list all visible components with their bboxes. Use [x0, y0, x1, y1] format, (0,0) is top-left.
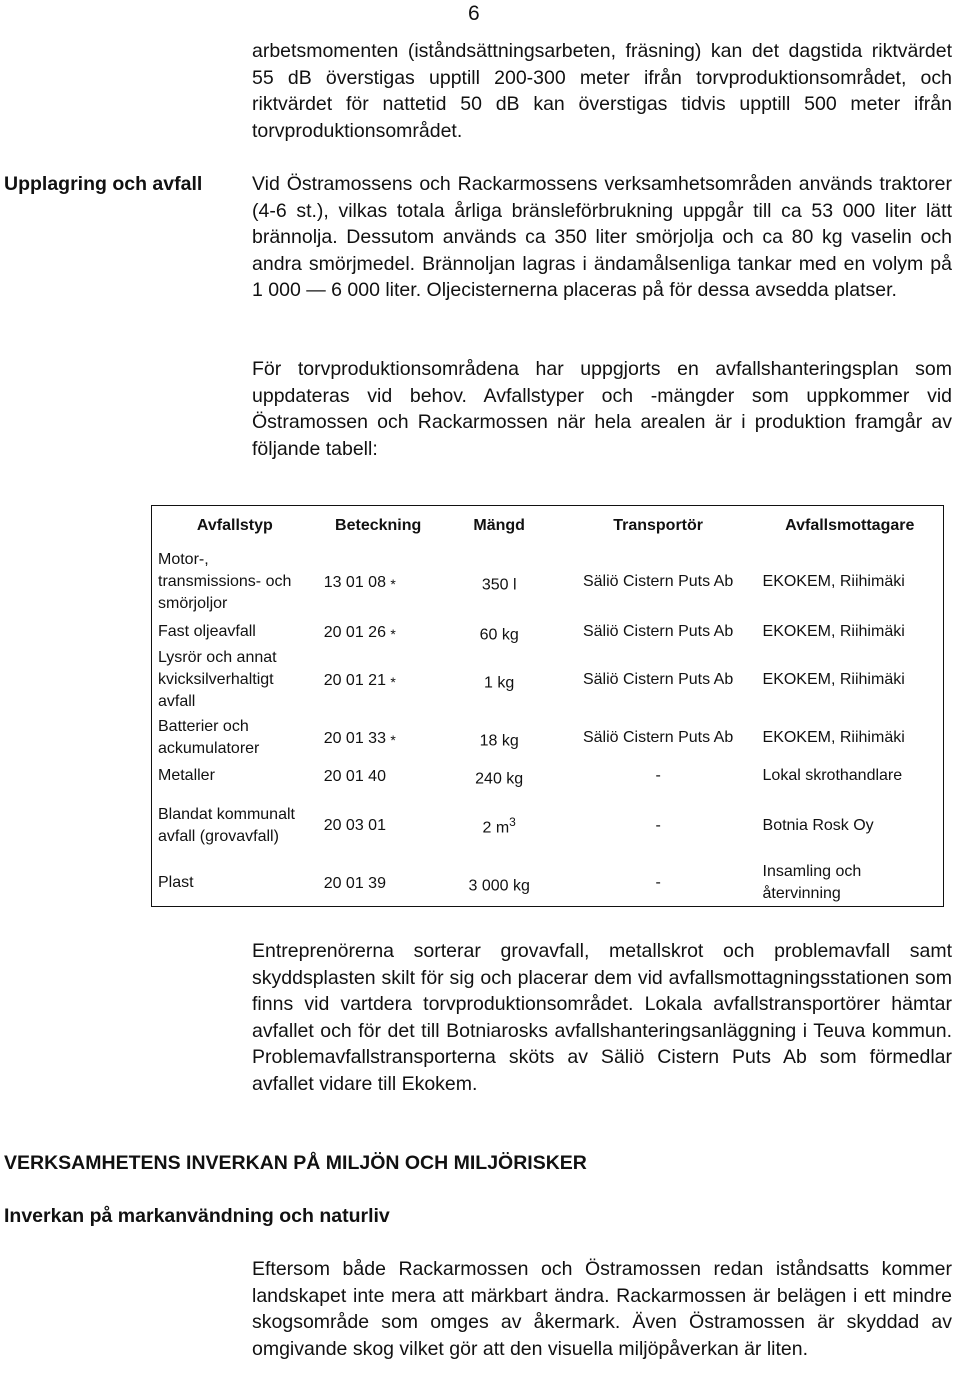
header-avfallsmottagare: Avfallsmottagare — [785, 517, 915, 534]
cell-transporter: Säliö Cistern Puts Ab — [582, 623, 734, 641]
table-row — [152, 618, 944, 646]
cell-code: 20 03 01 — [323, 817, 386, 835]
storage-paragraph: Vid Östramossens och Rackarmossens verksamhetsområden används traktorer (4-6 st.), vilkas totala årliga bränsleförbrukning uppgår till ca 53 000 liter lätt brännolja. Dessutom används ca 350 liter smörjolja och ca 80 kg vaselin och andra smörjmedel. Brännoljan lagras i ändamålsenliga tankar med en volym på 1 000 — 6 000 liter. Oljecisternerna placeras på för dessa avsedda platser. — [252, 173, 952, 301]
waste-table — [151, 505, 944, 907]
intro-paragraph: arbetsmomenten (iståndsättningsarbeten, fräsning) kan det dagstida riktvärdet 55 dB överstigas upptill 200-300 meter ifrån torvproduktionsområdet, och riktvärdet för nattetid 50 dB kan överstigas tidvis upptill 500 meter ifrån torvproduktionsområdet. — [252, 40, 952, 142]
table-row — [152, 791, 944, 861]
heading-sub: Inverkan på markanvändning och naturliv — [4, 1205, 390, 1227]
cell-qty: 18 kg — [479, 732, 519, 750]
cell-type: Metaller — [158, 767, 215, 785]
cell-code: 20 01 39 — [323, 874, 386, 892]
cell-transporter: - — [655, 816, 661, 834]
table-row — [152, 546, 944, 618]
plan-paragraph: För torvproduktionsområdena har uppgjorts en avfallshanteringsplan som uppdateras vid behov. Avfallstyper och -mängder som uppkommer vid Östramossen och Rackarmossen när hela arealen är i produktion framgår av följande tabell: — [252, 358, 952, 460]
cell-type: Lysrör och annat kvicksilverhaltigt avfall — [158, 649, 277, 711]
sorting-paragraph: Entreprenörerna sorterar grovavfall, metallskrot och problemavfall samt skyddsplasten skilt för sig och placerar dem vid avfallsmottagningsstationen som finns vid vartdera torvproduktionsområdet. Lokala avfallstransportörer hämtar avfallet och för det till Botniarosks avfallshanteringsanläggning i Teuva kommun. Problemavfallstransporterna sköts av Säliö Cistern Puts Ab som förmedlar avfallet vidare till Ekokem. — [252, 940, 952, 1095]
cell-qty: 3 000 kg — [468, 877, 530, 895]
cell-qty: 350 l — [481, 576, 517, 594]
table-header-row — [152, 506, 944, 547]
cell-transporter: Säliö Cistern Puts Ab — [582, 671, 734, 689]
cell-receiver: Botnia Rosk Oy — [762, 816, 874, 834]
final-paragraph: Eftersom både Rackarmossen och Östramossen redan iståndsatts kommer landskapet inte mera att märkbart ändra. Rackarmossen är belägen i ett mindre skogsområde som omges av åkermark. Även Östramossen är skyddad av omgivande skog vilket gör att den visuella miljöpåverkan är liten. — [252, 1258, 952, 1360]
cell-code: 20 01 26 * — [323, 623, 396, 642]
cell-receiver: Insamling och återvinning — [762, 863, 862, 903]
header-beteckning: Beteckning — [335, 517, 422, 534]
table-row — [152, 762, 944, 790]
cell-receiver: Lokal skrothandlare — [762, 767, 903, 785]
cell-type: Fast oljeavfall — [158, 623, 256, 641]
table-row — [152, 646, 944, 714]
cell-code: 20 01 40 — [323, 767, 386, 785]
cell-receiver: EKOKEM, Riihimäki — [762, 573, 905, 590]
section-label: Upplagring och avfall — [4, 173, 203, 195]
cell-transporter: - — [655, 767, 661, 785]
cell-transporter: - — [655, 874, 661, 892]
cell-receiver: EKOKEM, Riihimäki — [762, 671, 905, 689]
header-avfallstyp: Avfallstyp — [196, 517, 273, 534]
table-row — [152, 861, 944, 907]
cell-transporter: Säliö Cistern Puts Ab — [582, 729, 734, 747]
cell-code: 20 01 21 * — [323, 671, 396, 690]
page-number: 6 — [468, 2, 480, 25]
cell-qty: 2 $m^3$ — [482, 815, 516, 837]
cell-type: Batterier och ackumulatorer — [158, 718, 260, 758]
cell-receiver: EKOKEM, Riihimäki — [762, 729, 905, 747]
header-mangd: Mängd — [473, 517, 525, 534]
heading-main: VERKSAMHETENS INVERKAN PÅ MILJÖN OCH MILJÖRISKER — [4, 1152, 587, 1174]
cell-transporter: Säliö Cistern Puts Ab — [582, 573, 734, 590]
cell-type: Blandat kommunalt avfall (grovavfall) — [158, 805, 295, 845]
cell-code: 20 01 33 * — [323, 729, 396, 748]
cell-type: Motor-, transmissions- och smörjoljor — [158, 551, 292, 612]
cell-type: Plast — [158, 874, 194, 892]
cell-qty: 1 kg — [484, 674, 515, 692]
cell-receiver: EKOKEM, Riihimäki — [762, 623, 905, 641]
cell-code: 13 01 08 * — [323, 573, 396, 592]
header-transportor: Transportör — [613, 517, 703, 534]
cell-qty: 60 kg — [479, 626, 519, 644]
table-row — [152, 714, 944, 762]
cell-qty: 240 kg — [475, 770, 524, 788]
